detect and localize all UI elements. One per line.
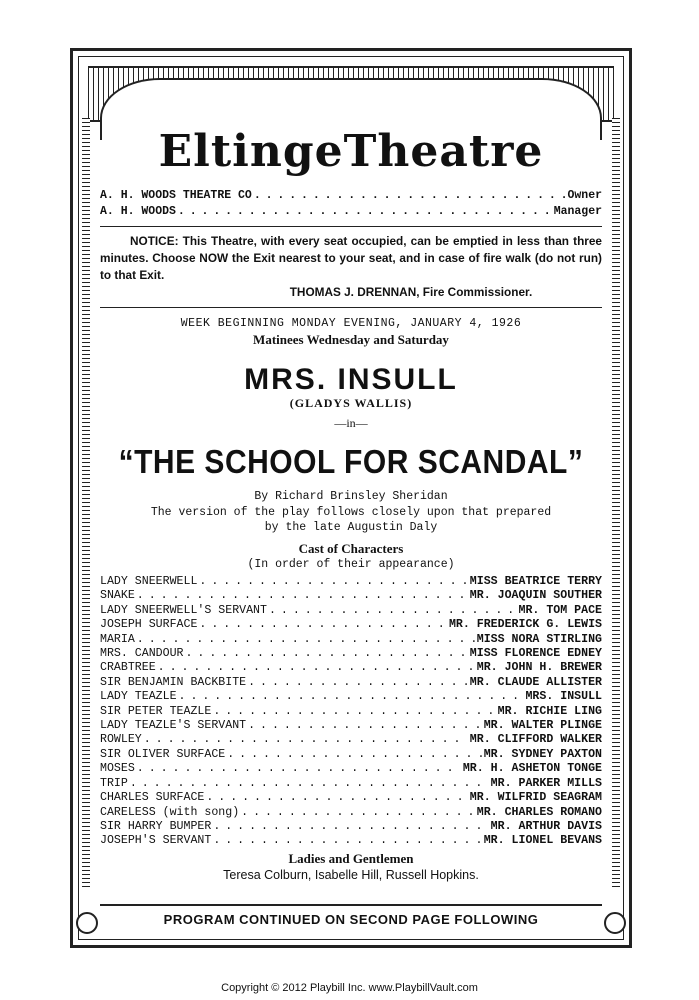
cast-actor: MR. CHARLES ROMANO (476, 805, 602, 819)
copyright-footer: Copyright © 2012 Playbill Inc. www.PlaybillVault.com (221, 982, 478, 994)
version-note: The version of the play follows closely upon that prepared (150, 506, 552, 519)
management-left: A. H. WOODS THEATRE CO (100, 189, 252, 202)
cast-role: CHARLES SURFACE (100, 791, 205, 805)
cast-actor: MRS. INSULL (525, 690, 602, 704)
ladies-heading: Ladies and Gentlemen (288, 850, 414, 866)
cast-actor: MR. RICHIE LING (497, 704, 602, 718)
management-left: A. H. WOODS (100, 205, 176, 218)
cast-row (100, 705, 602, 719)
cast-actor: MR. H. ASHETON TONGE (462, 762, 602, 776)
cast-row (100, 777, 602, 791)
cast-role: MRS. CANDOUR (100, 647, 184, 661)
management-right: Owner (567, 189, 602, 202)
cast-role: MOSES (100, 762, 135, 776)
cast-actor: MISS NORA STIRLING (476, 632, 602, 646)
management-list (100, 188, 602, 220)
cast-actor: MR. TOM PACE (518, 603, 602, 617)
cast-role: SIR HARRY BUMPER (100, 819, 212, 833)
cast-row (100, 806, 602, 820)
cast-role: TRIP (100, 776, 128, 790)
cast-role: SNAKE (100, 589, 135, 603)
cast-role: CRABTREE (100, 661, 156, 675)
cast-role: SIR PETER TEAZLE (100, 704, 212, 718)
cast-actor: MR. WILFRID SEAGRAM (469, 791, 602, 805)
cast-actor: MR. ARTHUR DAVIS (490, 819, 602, 833)
cast-role: LADY SNEERWELL'S SERVANT (100, 603, 267, 617)
cast-actor: MISS FLORENCE EDNEY (469, 647, 602, 661)
cast-row (100, 633, 602, 647)
right-scroll-ornament (604, 912, 626, 934)
week-beginning: WEEK BEGINNING MONDAY EVENING, JANUARY 4, 1926 (180, 317, 522, 330)
cast-role: SIR OLIVER SURFACE (100, 747, 226, 761)
right-column-ornament (612, 118, 620, 888)
cast-role: SIR BENJAMIN BACKBITE (100, 675, 247, 689)
in-connector: —in— (334, 416, 368, 430)
cast-role: LADY TEAZLE (100, 690, 177, 704)
management-right: Manager (553, 205, 602, 218)
cast-actor: MR. LIONEL BEVANS (483, 834, 602, 848)
cast-role: JOSEPH'S SERVANT (100, 834, 212, 848)
cast-row (100, 661, 602, 675)
theatre-name: EltingeTheatre (158, 126, 544, 177)
cast-row (100, 676, 602, 690)
cast-row (100, 834, 602, 848)
cast-actor: MR. CLIFFORD WALKER (469, 733, 602, 747)
cast-role: JOSEPH SURFACE (100, 618, 198, 632)
divider (100, 226, 602, 227)
divider (100, 307, 602, 308)
cast-row (100, 791, 602, 805)
cast-role: CARELESS (with song) (100, 805, 240, 819)
fire-notice: NOTICE: This Theatre, with every seat occupied, can be emptied in less than three minutes. Choose NOW the Exit nearest to your seat, and in case of fire walk (do not run) to that Exit. (100, 234, 602, 282)
cast-list (100, 575, 602, 849)
cast-row (100, 690, 602, 704)
star-name: MRS. INSULL (244, 363, 458, 396)
program-page (70, 48, 632, 948)
play-author: By Richard Brinsley Sheridan (254, 490, 448, 503)
management-row (100, 204, 602, 220)
cast-role: ROWLEY (100, 733, 142, 747)
cast-actor: MR. WALTER PLINGE (483, 719, 602, 733)
program-continued: PROGRAM CONTINUED ON SECOND PAGE FOLLOWING (100, 904, 602, 927)
cast-row (100, 748, 602, 762)
cast-row (100, 820, 602, 834)
program-content (100, 126, 602, 883)
play-title: “THE SCHOOL FOR SCANDAL” (118, 443, 584, 481)
fire-commissioner: THOMAS J. DRENNAN, Fire Commissioner. (289, 285, 533, 299)
cast-heading: Cast of Characters (298, 541, 404, 556)
cast-subheading: (In order of their appearance) (247, 558, 455, 571)
cast-actor: MR. FREDERICK G. LEWIS (448, 618, 602, 632)
cast-role: MARIA (100, 632, 135, 646)
cast-actor: MR. PARKER MILLS (490, 776, 602, 790)
cast-row (100, 618, 602, 632)
version-note: by the late Augustin Daly (264, 521, 438, 534)
cast-row (100, 719, 602, 733)
cast-role: LADY SNEERWELL (100, 575, 198, 588)
left-scroll-ornament (76, 912, 98, 934)
cast-row (100, 575, 602, 589)
cast-row (100, 733, 602, 747)
ladies-names: Teresa Colburn, Isabelle Hill, Russell Hopkins. (223, 867, 479, 882)
cast-row (100, 762, 602, 776)
star-subtitle: (GLADYS WALLIS) (289, 396, 413, 410)
cast-actor: MR. CLAUDE ALLISTER (469, 675, 602, 689)
cast-row (100, 647, 602, 661)
cast-actor: MR. JOHN H. BREWER (476, 661, 602, 675)
cast-actor: MR. SYDNEY PAXTON (483, 747, 602, 761)
cast-actor: MR. JOAQUIN SOUTHER (469, 589, 602, 603)
cast-row (100, 589, 602, 603)
management-row (100, 188, 602, 204)
left-column-ornament (82, 118, 90, 888)
cast-role: LADY TEAZLE'S SERVANT (100, 719, 247, 733)
cast-actor: MISS BEATRICE TERRY (469, 575, 602, 588)
cast-row (100, 604, 602, 618)
matinees: Matinees Wednesday and Saturday (253, 332, 449, 347)
